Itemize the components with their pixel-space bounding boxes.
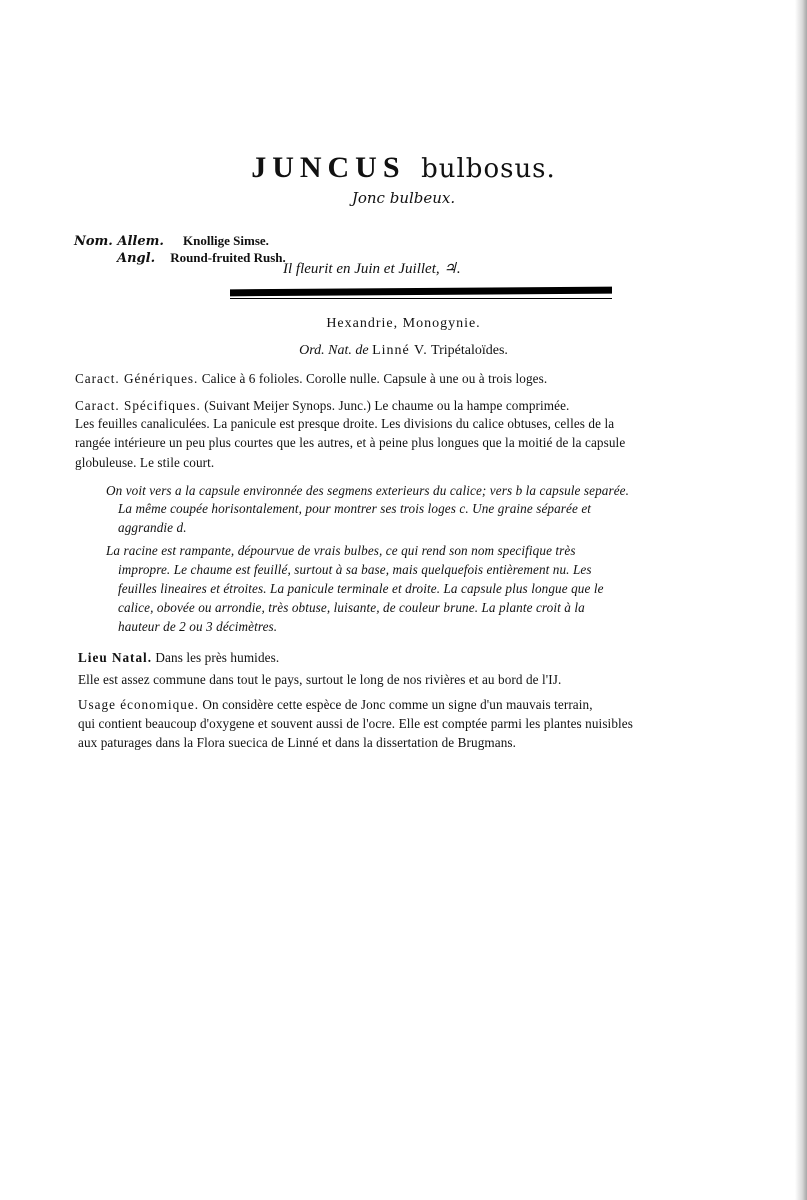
generic-characters <box>75 371 547 387</box>
generic-text: Calice à 6 folioles. Corolle nulle. Capsule à une ou à trois loges. <box>201 371 548 386</box>
root-note-line-2: impropre. Le chaume est feuillé, surtout à sa base, mais quelquefois entièrement nu. Les <box>118 562 592 577</box>
name-english <box>117 247 286 266</box>
order-value: Tripétaloïdes. <box>431 343 508 358</box>
root-note-line-4: calice, obovée ou arrondie, très obtuse, luisante, de couleur brune. La plante croit à la <box>118 600 585 615</box>
classification-class: Hexandrie, Monogynie. <box>326 316 481 331</box>
name-german-value: Knollige Simse. <box>182 233 269 248</box>
flowering-period: Il fleurit en Juin et Juillet, ♃. <box>283 261 461 277</box>
divider-thin <box>230 298 612 299</box>
title-species: bulbosus. <box>421 154 556 184</box>
usage-label: Usage économique. <box>78 697 199 712</box>
divider-thick <box>230 287 612 297</box>
specific-characters-line-1 <box>75 398 569 414</box>
usage-line-2: qui contient beaucoup d'oxygene et souvent aussi de l'ocre. Elle est comptée parmi les plantes nuisibles <box>78 716 633 731</box>
name-german-label: Nom. Allem. <box>74 234 164 249</box>
habitat-text: Dans les près humides. <box>155 650 280 665</box>
habitat-line-2: Elle est assez commune dans tout le pays, surtout le long de nos rivières et au bord de l'IJ. <box>78 672 562 687</box>
root-note-line-1: La racine est rampante, dépourvue de vrais bulbes, ce qui rend son nom specifique très <box>106 543 576 558</box>
specific-characters-line-3: rangée intérieure un peu plus courtes que les autres, et à peine plus longues que la moitié de la capsule <box>75 435 626 450</box>
specific-label: Caract. Spécifiques. <box>75 398 201 413</box>
usage-line-3: aux paturages dans la Flora suecica de Linné et dans la dissertation de Brugmans. <box>78 735 517 750</box>
name-english-value: Round-fruited Rush. <box>170 250 286 265</box>
order-de: de <box>355 343 369 358</box>
page-edge-shadow <box>795 0 807 1200</box>
order-label: Ord. Nat. <box>299 343 352 358</box>
generic-label: Caract. Génériques. <box>75 371 199 386</box>
habitat-line-1 <box>78 650 279 666</box>
page-title <box>0 150 807 185</box>
habitat-label: Lieu Natal. <box>78 650 153 665</box>
figure-note-line-1: On voit vers a la capsule environnée des segmens exterieurs du calice; vers b la capsule separée. <box>106 483 630 498</box>
usage-text-1: On considère cette espèce de Jonc comme un signe d'un mauvais terrain, <box>202 697 593 712</box>
specific-characters-line-2: Les feuilles canaliculées. La panicule est presque droite. Les divisions du calice obtuses, celles de la <box>75 416 615 431</box>
figure-note-line-3: aggrandie d. <box>118 520 187 535</box>
order-author: Linné V. <box>372 343 428 358</box>
figure-note-line-2: La même coupée horisontalement, pour montrer ses trois loges c. Une graine séparée et <box>118 501 592 516</box>
specific-text-1: (Suivant Meijer Synops. Junc.) Le chaume ou la hampe comprimée. <box>204 398 570 413</box>
specific-characters-line-4: globuleuse. Le stile court. <box>75 455 215 470</box>
root-note-line-3: feuilles lineaires et étroites. La panicule terminale et droite. La capsule plus longue que le <box>118 581 604 596</box>
title-genus: JUNCUS <box>251 151 406 184</box>
usage-line-1 <box>78 697 593 713</box>
name-english-label: Angl. <box>117 251 156 266</box>
page-subtitle: Jonc bulbeux. <box>351 189 456 207</box>
classification-order <box>0 343 807 359</box>
root-note-line-5: hauteur de 2 ou 3 décimètres. <box>118 619 278 634</box>
